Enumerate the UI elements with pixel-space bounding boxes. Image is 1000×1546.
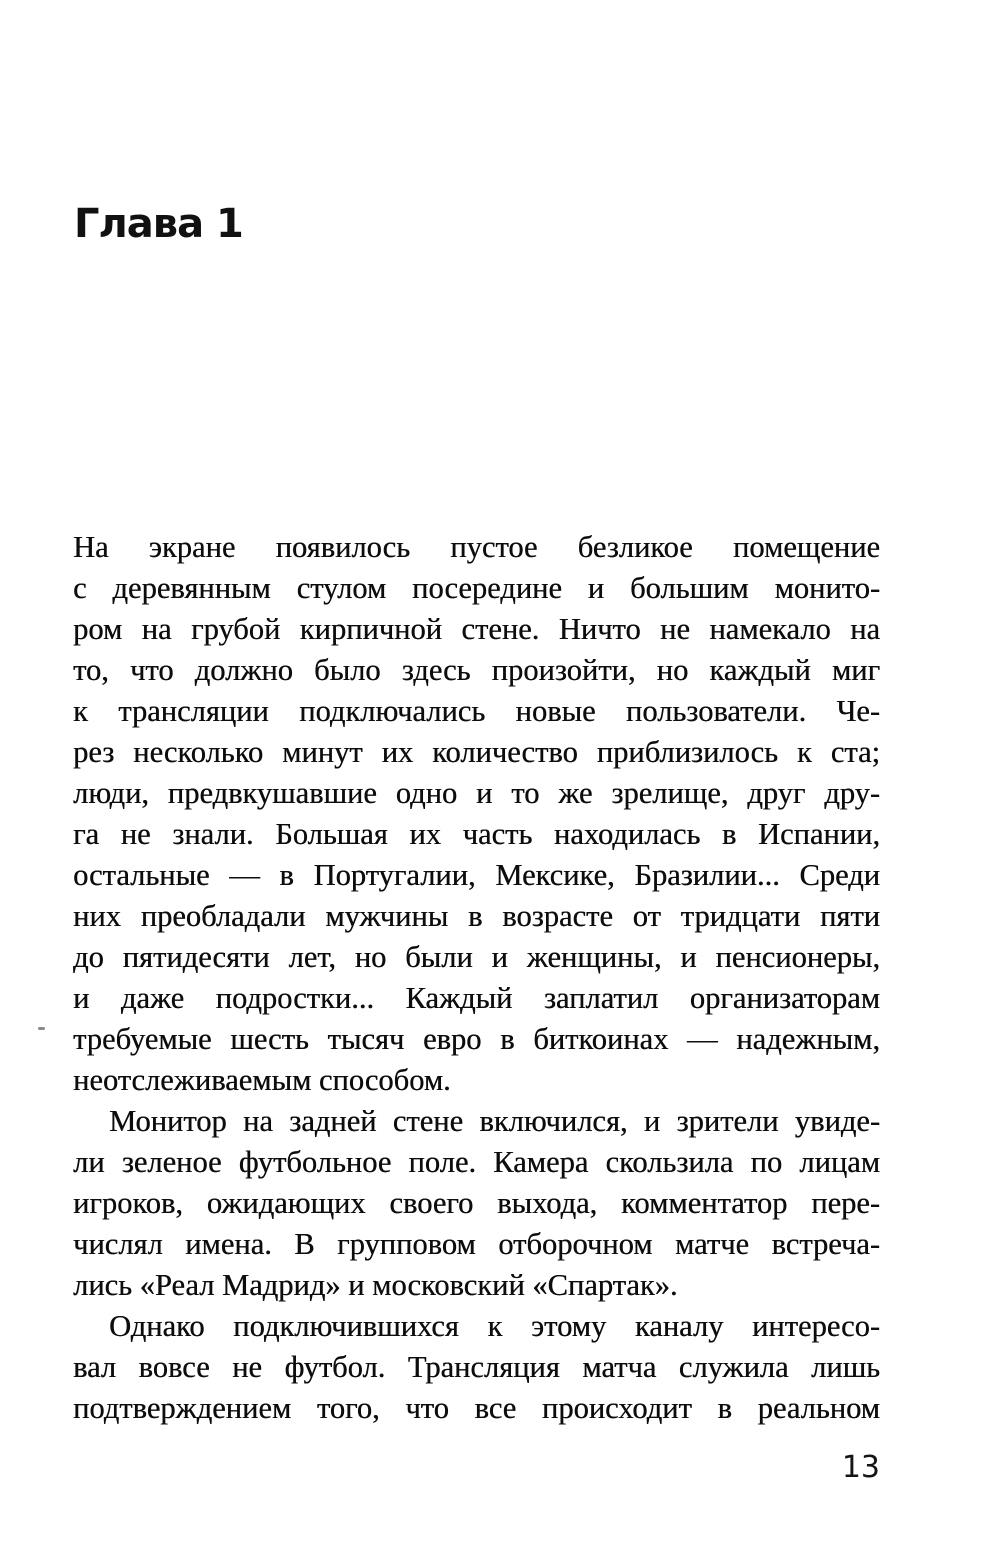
- body-text: [73, 527, 880, 1429]
- text-line: ли зеленое футбольное поле. Камера скользила по лицам: [73, 1145, 880, 1179]
- text-line: игроков, ожидающих своего выхода, комментатор пере-: [73, 1186, 880, 1220]
- text-line: числял имена. В групповом отборочном матче встреча-: [73, 1227, 880, 1261]
- text-line: них преобладали мужчины в возрасте от тридцати пяти: [73, 899, 880, 933]
- text-line: остальные — в Португалии, Мексике, Бразилии... Среди: [73, 858, 880, 892]
- text-line paragraph-start: Монитор на задней стене включился, и зрители увиде-: [109, 1104, 880, 1138]
- text-line paragraph-end: неотслеживаемым способом.: [73, 1063, 451, 1097]
- text-line: га не знали. Большая их часть находилась в Испании,: [73, 817, 880, 851]
- text-line: с деревянным стулом посередине и большим монито-: [73, 571, 880, 605]
- text-line paragraph-end: лись «Реал Мадрид» и московский «Спартак».: [73, 1268, 678, 1302]
- chapter-heading: Глава 1: [74, 201, 243, 247]
- text-line: ром на грубой кирпичной стене. Ничто не намекало на: [73, 612, 880, 646]
- scan-speck-artifact: [38, 1027, 45, 1030]
- text-line: к трансляции подключались новые пользователи. Че-: [73, 694, 880, 728]
- text-line: до пятидесяти лет, но были и женщины, и пенсионеры,: [73, 940, 880, 974]
- text-line: рез несколько минут их количество приблизилось к ста;: [73, 735, 880, 769]
- text-line: люди, предвкушавшие одно и то же зрелище, друг дру-: [73, 776, 880, 810]
- text-line: На экране появилось пустое безликое помещение: [73, 530, 880, 564]
- text-line: и даже подростки... Каждый заплатил организаторам: [73, 981, 880, 1015]
- text-line: требуемые шесть тысяч евро в биткоинах — надежным,: [73, 1022, 880, 1056]
- text-line paragraph-start: Однако подключившихся к этому каналу интересо-: [109, 1309, 880, 1343]
- text-line: то, что должно было здесь произойти, но каждый миг: [73, 653, 880, 687]
- text-line: подтверждением того, что все происходит в реальном: [73, 1391, 880, 1425]
- page-number: 13: [841, 1450, 880, 1485]
- text-line: вал вовсе не футбол. Трансляция матча служила лишь: [73, 1350, 880, 1384]
